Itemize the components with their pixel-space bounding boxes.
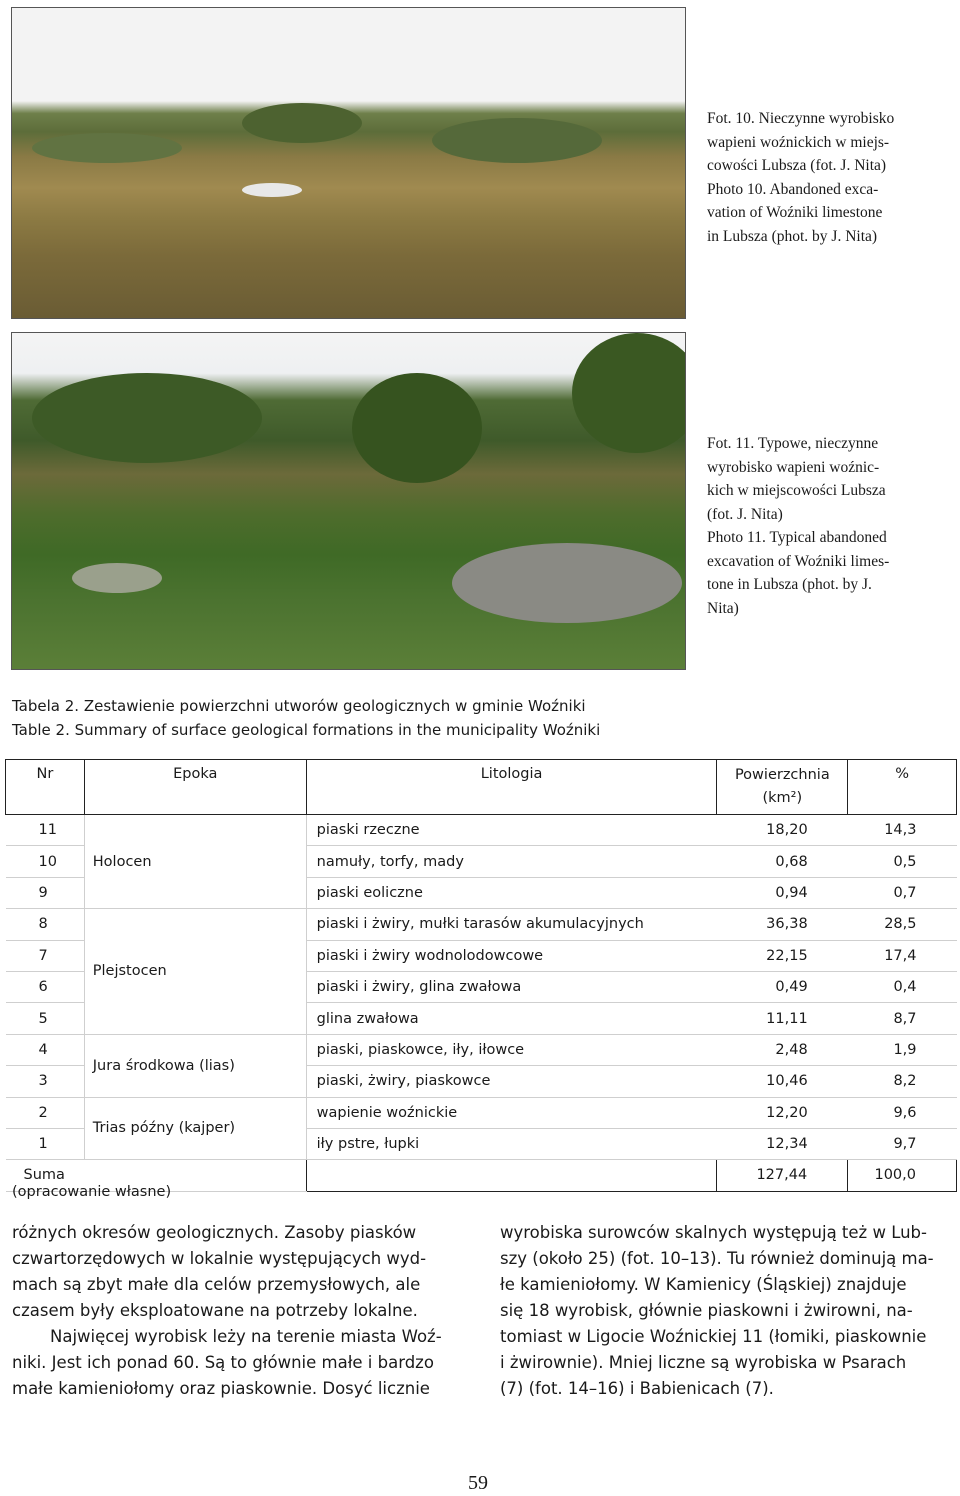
cell-percent: 9,6 bbox=[848, 1097, 957, 1128]
caption-line: wapieni woźnickich w miejs- bbox=[707, 133, 890, 151]
cell-litologia: namuły, torfy, mady bbox=[306, 846, 717, 877]
table-source-note: (opracowanie własne) bbox=[12, 1184, 172, 1200]
caption-line: Fot. 10. Nieczynne wyrobisko bbox=[707, 110, 895, 127]
caption-line: wyrobisko wapieni woźnic- bbox=[707, 458, 880, 476]
cell-epoka-holocen: Holocen bbox=[84, 815, 306, 909]
waste-pile bbox=[72, 563, 162, 593]
cell-nr: 11 bbox=[6, 815, 85, 846]
geology-table bbox=[5, 759, 957, 1192]
cell-powierzchnia: 0,49 bbox=[717, 971, 848, 1002]
tree bbox=[572, 333, 686, 453]
cell-litologia: piaski, żwiry, piaskowce bbox=[306, 1066, 717, 1097]
photo-10-caption bbox=[707, 107, 952, 248]
cell-powierzchnia: 11,11 bbox=[717, 1003, 848, 1034]
body-line: różnych okresów geologicznych. Zasoby piasków bbox=[12, 1223, 417, 1242]
tree bbox=[32, 373, 262, 463]
caption-line: tone in Lubsza (phot. by J. bbox=[707, 576, 872, 593]
caption-line: Photo 10. Abandoned exca- bbox=[707, 180, 879, 198]
caption-line: Photo 11. Typical abandoned bbox=[707, 529, 887, 546]
sum-percent: 100,0 bbox=[848, 1160, 957, 1191]
header-litologia: Litologia bbox=[306, 760, 717, 815]
shrub bbox=[432, 118, 602, 163]
cell-nr: 2 bbox=[6, 1097, 85, 1128]
caption-line: vation of Woźniki limestone bbox=[707, 204, 883, 221]
cell-percent: 0,7 bbox=[848, 877, 957, 908]
cell-percent: 8,7 bbox=[848, 1003, 957, 1034]
sum-label: Suma bbox=[6, 1160, 307, 1191]
header-powierzchnia-label: Powierzchnia bbox=[734, 767, 830, 783]
caption-line: Nita) bbox=[707, 599, 739, 617]
caption-line: in Lubsza (phot. by J. Nita) bbox=[707, 227, 878, 245]
table-row bbox=[6, 815, 957, 846]
header-powierzchnia-unit: (km²) bbox=[762, 790, 803, 806]
header-nr: Nr bbox=[6, 760, 85, 815]
cell-powierzchnia: 18,20 bbox=[717, 815, 848, 846]
cell-powierzchnia: 0,68 bbox=[717, 846, 848, 877]
table-title-en: Table 2. Summary of surface geological formations in the municipality Woźniki bbox=[12, 721, 601, 739]
cell-litologia: wapienie woźnickie bbox=[306, 1097, 717, 1128]
sum-powierzchnia: 127,44 bbox=[717, 1160, 848, 1191]
cell-powierzchnia: 22,15 bbox=[717, 940, 848, 971]
table-title-pl: Tabela 2. Zestawienie powierzchni utworów geologicznych w gminie Woźniki bbox=[12, 697, 586, 715]
cell-litologia: piaski i żwiry, mułki tarasów akumulacyjnych bbox=[306, 909, 717, 940]
body-line: łe kamieniołomy. W Kamienicy (Śląskiej) znajduje bbox=[500, 1275, 907, 1294]
body-line: szy (około 25) (fot. 10–13). Tu również dominują ma- bbox=[500, 1249, 934, 1268]
caption-line: Fot. 11. Typowe, nieczynne bbox=[707, 435, 879, 452]
body-line: wyrobiska surowców skalnych występują też w Lub- bbox=[500, 1223, 927, 1242]
cell-powierzchnia: 0,94 bbox=[717, 877, 848, 908]
cell-powierzchnia: 10,46 bbox=[717, 1066, 848, 1097]
cell-powierzchnia: 2,48 bbox=[717, 1034, 848, 1065]
cell-nr: 10 bbox=[6, 846, 85, 877]
cell-litologia: piaski eoliczne bbox=[306, 877, 717, 908]
body-line: i żwirownie). Mniej liczne są wyrobiska w Psarach bbox=[500, 1353, 907, 1372]
body-line: tomiast w Ligocie Woźnickiej 11 (łomiki, piaskownie bbox=[500, 1327, 927, 1346]
cell-nr: 4 bbox=[6, 1034, 85, 1065]
cell-powierzchnia: 36,38 bbox=[717, 909, 848, 940]
photo-11-caption bbox=[707, 432, 952, 620]
cell-litologia: glina zwałowa bbox=[306, 1003, 717, 1034]
photo-10-lubsza-excavation bbox=[11, 7, 686, 319]
body-line: się 18 wyrobisk, głównie piaskowni i żwirowni, na- bbox=[500, 1301, 913, 1320]
body-text-left-column bbox=[12, 1220, 462, 1402]
body-line: czasem były eksploatowane na potrzeby lokalne. bbox=[12, 1301, 418, 1320]
cell-percent: 28,5 bbox=[848, 909, 957, 940]
cell-percent: 1,9 bbox=[848, 1034, 957, 1065]
cell-nr: 6 bbox=[6, 971, 85, 1002]
cell-percent: 9,7 bbox=[848, 1128, 957, 1159]
table-row bbox=[6, 1034, 957, 1065]
header-percent: % bbox=[848, 760, 957, 815]
cell-nr: 7 bbox=[6, 940, 85, 971]
shrub bbox=[32, 133, 182, 163]
cell-litologia: piaski i żwiry, glina zwałowa bbox=[306, 971, 717, 1002]
cell-nr: 3 bbox=[6, 1066, 85, 1097]
cell-litologia: iły pstre, łupki bbox=[306, 1128, 717, 1159]
cell-nr: 9 bbox=[6, 877, 85, 908]
header-powierzchnia bbox=[717, 760, 848, 815]
page-number: 59 bbox=[468, 1472, 488, 1494]
cell-nr: 1 bbox=[6, 1128, 85, 1159]
cell-percent: 0,4 bbox=[848, 971, 957, 1002]
cell-powierzchnia: 12,34 bbox=[717, 1128, 848, 1159]
cell-epoka-trias: Trias późny (kajper) bbox=[84, 1097, 306, 1160]
sum-empty-cell bbox=[306, 1160, 717, 1191]
header-epoka: Epoka bbox=[84, 760, 306, 815]
body-line: niki. Jest ich ponad 60. Są to głównie małe i bardzo bbox=[12, 1353, 434, 1372]
table-row bbox=[6, 909, 957, 940]
caption-line: excavation of Woźniki limes- bbox=[707, 552, 890, 570]
tree bbox=[352, 373, 482, 483]
photo-11-typical-excavation bbox=[11, 332, 686, 670]
caption-line: cowości Lubsza (fot. J. Nita) bbox=[707, 157, 887, 174]
caption-line: (fot. J. Nita) bbox=[707, 505, 783, 523]
cell-litologia: piaski, piaskowce, iły, iłowce bbox=[306, 1034, 717, 1065]
cell-nr: 5 bbox=[6, 1003, 85, 1034]
waste-pile bbox=[452, 543, 682, 623]
table-header-row bbox=[6, 760, 957, 815]
cell-nr: 8 bbox=[6, 909, 85, 940]
cell-litologia: piaski i żwiry wodnolodowcowe bbox=[306, 940, 717, 971]
cell-percent: 17,4 bbox=[848, 940, 957, 971]
body-text-right-column bbox=[500, 1220, 950, 1402]
cell-epoka-plejstocen: Plejstocen bbox=[84, 909, 306, 1035]
cell-percent: 14,3 bbox=[848, 815, 957, 846]
body-line: mach są zbyt małe dla celów przemysłowych, ale bbox=[12, 1275, 421, 1294]
body-line: małe kamieniołomy oraz piaskownie. Dosyć licznie bbox=[12, 1379, 430, 1398]
cell-percent: 0,5 bbox=[848, 846, 957, 877]
shrub bbox=[242, 103, 362, 143]
cell-epoka-jura: Jura środkowa (lias) bbox=[84, 1034, 306, 1097]
cell-litologia: piaski rzeczne bbox=[306, 815, 717, 846]
cell-percent: 8,2 bbox=[848, 1066, 957, 1097]
body-line: czwartorzędowych w lokalnie występujących wyd- bbox=[12, 1249, 427, 1268]
cell-powierzchnia: 12,20 bbox=[717, 1097, 848, 1128]
caption-line: kich w miejscowości Lubsza bbox=[707, 482, 886, 499]
table-row bbox=[6, 1097, 957, 1128]
body-line: (7) (fot. 14–16) i Babienicach (7). bbox=[500, 1379, 774, 1398]
body-line: Najwięcej wyrobisk leży na terenie miasta Woź- bbox=[50, 1327, 442, 1346]
debris bbox=[242, 183, 302, 197]
